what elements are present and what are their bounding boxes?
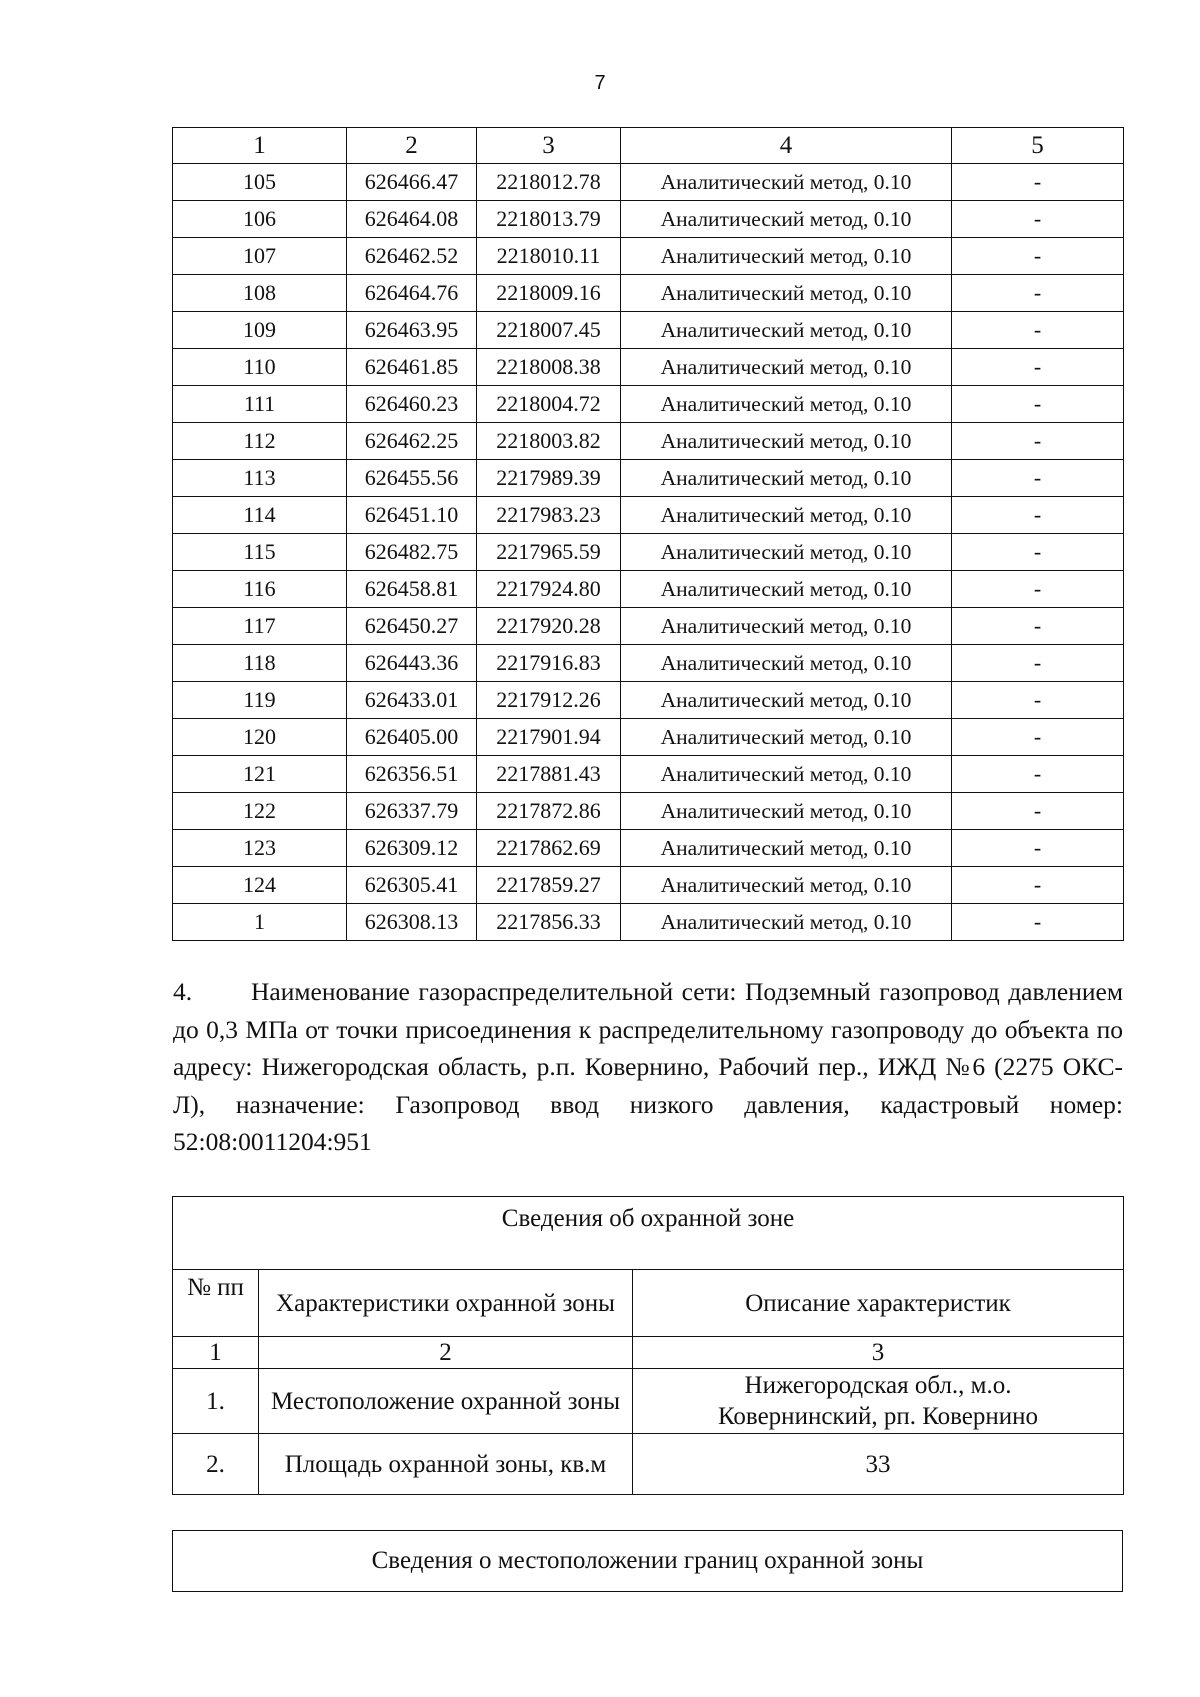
accuracy-note-cell: -: [952, 275, 1124, 312]
zone-header-characteristic: Характеристики охранной зоны: [259, 1270, 633, 1337]
table-row: [173, 682, 1124, 719]
method-cell: Аналитический метод, 0.10: [621, 608, 952, 645]
coord-x-cell: 626451.10: [347, 497, 477, 534]
column-header: 4: [621, 128, 952, 164]
table-header-row: [173, 128, 1124, 164]
protection-zone-table: [172, 1196, 1124, 1495]
accuracy-note-cell: -: [952, 904, 1124, 941]
coord-y-cell: 2218003.82: [477, 423, 621, 460]
table-row: [173, 534, 1124, 571]
section-text: Наименование газораспределительной сети: Подземный газопровод давлением до 0,3 МПа от точки присоединения к распределительному газопроводу до объекта по адресу: Нижегородская область, р.п. Ковернино, Рабочий пер., ИЖД №6 (2275 ОКС-Л), назначение: Газопровод ввод низкого давления, кадастровый номер: 52:08:0011204:951: [173, 977, 1123, 1156]
coord-y-cell: 2217924.80: [477, 571, 621, 608]
page-number: 7: [594, 72, 606, 94]
method-cell: Аналитический метод, 0.10: [621, 756, 952, 793]
point-number-cell: 120: [173, 719, 347, 756]
coordinates-table-body: [173, 164, 1124, 941]
coord-x-cell: 626462.25: [347, 423, 477, 460]
point-number-cell: 117: [173, 608, 347, 645]
accuracy-note-cell: -: [952, 164, 1124, 201]
method-cell: Аналитический метод, 0.10: [621, 534, 952, 571]
table-row: [173, 830, 1124, 867]
method-cell: Аналитический метод, 0.10: [621, 349, 952, 386]
coord-x-cell: 626433.01: [347, 682, 477, 719]
coord-x-cell: 626482.75: [347, 534, 477, 571]
point-number-cell: 114: [173, 497, 347, 534]
zone-bounds-table: [172, 1530, 1123, 1592]
table-row: [173, 645, 1124, 682]
accuracy-note-cell: -: [952, 460, 1124, 497]
coord-y-cell: 2218012.78: [477, 164, 621, 201]
method-cell: Аналитический метод, 0.10: [621, 830, 952, 867]
bounds-table-title: Сведения о местоположении границ охранной зоны: [173, 1531, 1123, 1592]
method-cell: Аналитический метод, 0.10: [621, 423, 952, 460]
table-row: [173, 793, 1124, 830]
coordinates-table: [172, 127, 1124, 941]
method-cell: Аналитический метод, 0.10: [621, 460, 952, 497]
coord-y-cell: 2217872.86: [477, 793, 621, 830]
point-number-cell: 119: [173, 682, 347, 719]
coord-y-cell: 2217881.43: [477, 756, 621, 793]
column-header: 5: [952, 128, 1124, 164]
coord-y-cell: 2217862.69: [477, 830, 621, 867]
table-row: [173, 349, 1124, 386]
method-cell: Аналитический метод, 0.10: [621, 793, 952, 830]
table-row: [173, 164, 1124, 201]
point-number-cell: 122: [173, 793, 347, 830]
coord-y-cell: 2217965.59: [477, 534, 621, 571]
coord-y-cell: 2217859.27: [477, 867, 621, 904]
accuracy-note-cell: -: [952, 423, 1124, 460]
point-number-cell: 113: [173, 460, 347, 497]
column-header: 3: [477, 128, 621, 164]
table-row: [173, 201, 1124, 238]
table-row: [173, 904, 1124, 941]
method-cell: Аналитический метод, 0.10: [621, 645, 952, 682]
point-number-cell: 121: [173, 756, 347, 793]
table-row: [173, 238, 1124, 275]
table-row: [173, 386, 1124, 423]
point-number-cell: 111: [173, 386, 347, 423]
method-cell: Аналитический метод, 0.10: [621, 275, 952, 312]
coord-x-cell: 626463.95: [347, 312, 477, 349]
point-number-cell: 110: [173, 349, 347, 386]
coord-x-cell: 626458.81: [347, 571, 477, 608]
coord-y-cell: 2218008.38: [477, 349, 621, 386]
coord-y-cell: 2217920.28: [477, 608, 621, 645]
coord-y-cell: 2217901.94: [477, 719, 621, 756]
table-row: [173, 1434, 1124, 1495]
coord-y-cell: 2218010.11: [477, 238, 621, 275]
zone-col-number: 2: [259, 1337, 633, 1369]
column-header: 1: [173, 128, 347, 164]
point-number-cell: 118: [173, 645, 347, 682]
zone-row-number: 2.: [173, 1434, 259, 1495]
coord-y-cell: 2217856.33: [477, 904, 621, 941]
method-cell: Аналитический метод, 0.10: [621, 719, 952, 756]
coord-y-cell: 2217916.83: [477, 645, 621, 682]
section-number: 4.: [173, 977, 193, 1006]
method-cell: Аналитический метод, 0.10: [621, 238, 952, 275]
point-number-cell: 115: [173, 534, 347, 571]
table-row: [173, 1369, 1124, 1434]
coord-x-cell: 626466.47: [347, 164, 477, 201]
zone-row-characteristic: Площадь охранной зоны, кв.м: [259, 1434, 633, 1495]
method-cell: Аналитический метод, 0.10: [621, 386, 952, 423]
accuracy-note-cell: -: [952, 201, 1124, 238]
point-number-cell: 108: [173, 275, 347, 312]
coord-x-cell: 626405.00: [347, 719, 477, 756]
accuracy-note-cell: -: [952, 756, 1124, 793]
point-number-cell: 116: [173, 571, 347, 608]
method-cell: Аналитический метод, 0.10: [621, 312, 952, 349]
column-header: 2: [347, 128, 477, 164]
table-row: [173, 460, 1124, 497]
coord-y-cell: 2218013.79: [477, 201, 621, 238]
coord-x-cell: 626462.52: [347, 238, 477, 275]
accuracy-note-cell: -: [952, 238, 1124, 275]
accuracy-note-cell: -: [952, 793, 1124, 830]
table-row: [173, 275, 1124, 312]
section-paragraph: [173, 973, 1123, 1161]
zone-row-characteristic: Местоположение охранной зоны: [259, 1369, 633, 1434]
accuracy-note-cell: -: [952, 312, 1124, 349]
point-number-cell: 106: [173, 201, 347, 238]
coord-x-cell: 626337.79: [347, 793, 477, 830]
accuracy-note-cell: -: [952, 349, 1124, 386]
zone-header-number: № пп: [173, 1270, 259, 1337]
accuracy-note-cell: -: [952, 719, 1124, 756]
method-cell: Аналитический метод, 0.10: [621, 164, 952, 201]
coord-x-cell: 626464.76: [347, 275, 477, 312]
method-cell: Аналитический метод, 0.10: [621, 904, 952, 941]
method-cell: Аналитический метод, 0.10: [621, 867, 952, 904]
coord-y-cell: 2218009.16: [477, 275, 621, 312]
point-number-cell: 124: [173, 867, 347, 904]
accuracy-note-cell: -: [952, 682, 1124, 719]
method-cell: Аналитический метод, 0.10: [621, 201, 952, 238]
coord-x-cell: 626464.08: [347, 201, 477, 238]
coord-y-cell: 2218007.45: [477, 312, 621, 349]
zone-col-number: 1: [173, 1337, 259, 1369]
coord-y-cell: 2218004.72: [477, 386, 621, 423]
coord-x-cell: 626443.36: [347, 645, 477, 682]
coord-x-cell: 626460.23: [347, 386, 477, 423]
zone-row-number: 1.: [173, 1369, 259, 1434]
table-row: [173, 312, 1124, 349]
point-number-cell: 105: [173, 164, 347, 201]
coord-y-cell: 2217983.23: [477, 497, 621, 534]
accuracy-note-cell: -: [952, 608, 1124, 645]
zone-row-description: Нижегородская обл., м.о. Ковернинский, рп. Ковернино: [633, 1369, 1124, 1434]
table-row: [173, 756, 1124, 793]
coord-x-cell: 626450.27: [347, 608, 477, 645]
table-row: [173, 423, 1124, 460]
coord-x-cell: 626309.12: [347, 830, 477, 867]
coord-x-cell: 626308.13: [347, 904, 477, 941]
point-number-cell: 123: [173, 830, 347, 867]
point-number-cell: 107: [173, 238, 347, 275]
method-cell: Аналитический метод, 0.10: [621, 497, 952, 534]
zone-row-description: 33: [633, 1434, 1124, 1495]
table-row: [173, 497, 1124, 534]
point-number-cell: 109: [173, 312, 347, 349]
table-row: [173, 608, 1124, 645]
coord-x-cell: 626305.41: [347, 867, 477, 904]
accuracy-note-cell: -: [952, 534, 1124, 571]
method-cell: Аналитический метод, 0.10: [621, 682, 952, 719]
accuracy-note-cell: -: [952, 497, 1124, 534]
point-number-cell: 112: [173, 423, 347, 460]
coord-x-cell: 626461.85: [347, 349, 477, 386]
zone-col-number: 3: [633, 1337, 1124, 1369]
table-row: [173, 867, 1124, 904]
coord-y-cell: 2217912.26: [477, 682, 621, 719]
coord-x-cell: 626455.56: [347, 460, 477, 497]
accuracy-note-cell: -: [952, 386, 1124, 423]
accuracy-note-cell: -: [952, 830, 1124, 867]
zone-table-title: Сведения об охранной зоне: [173, 1197, 1124, 1270]
accuracy-note-cell: -: [952, 571, 1124, 608]
coord-x-cell: 626356.51: [347, 756, 477, 793]
table-row: [173, 719, 1124, 756]
table-row: [173, 571, 1124, 608]
accuracy-note-cell: -: [952, 645, 1124, 682]
zone-header-description: Описание характеристик: [633, 1270, 1124, 1337]
accuracy-note-cell: -: [952, 867, 1124, 904]
method-cell: Аналитический метод, 0.10: [621, 571, 952, 608]
point-number-cell: 1: [173, 904, 347, 941]
coord-y-cell: 2217989.39: [477, 460, 621, 497]
